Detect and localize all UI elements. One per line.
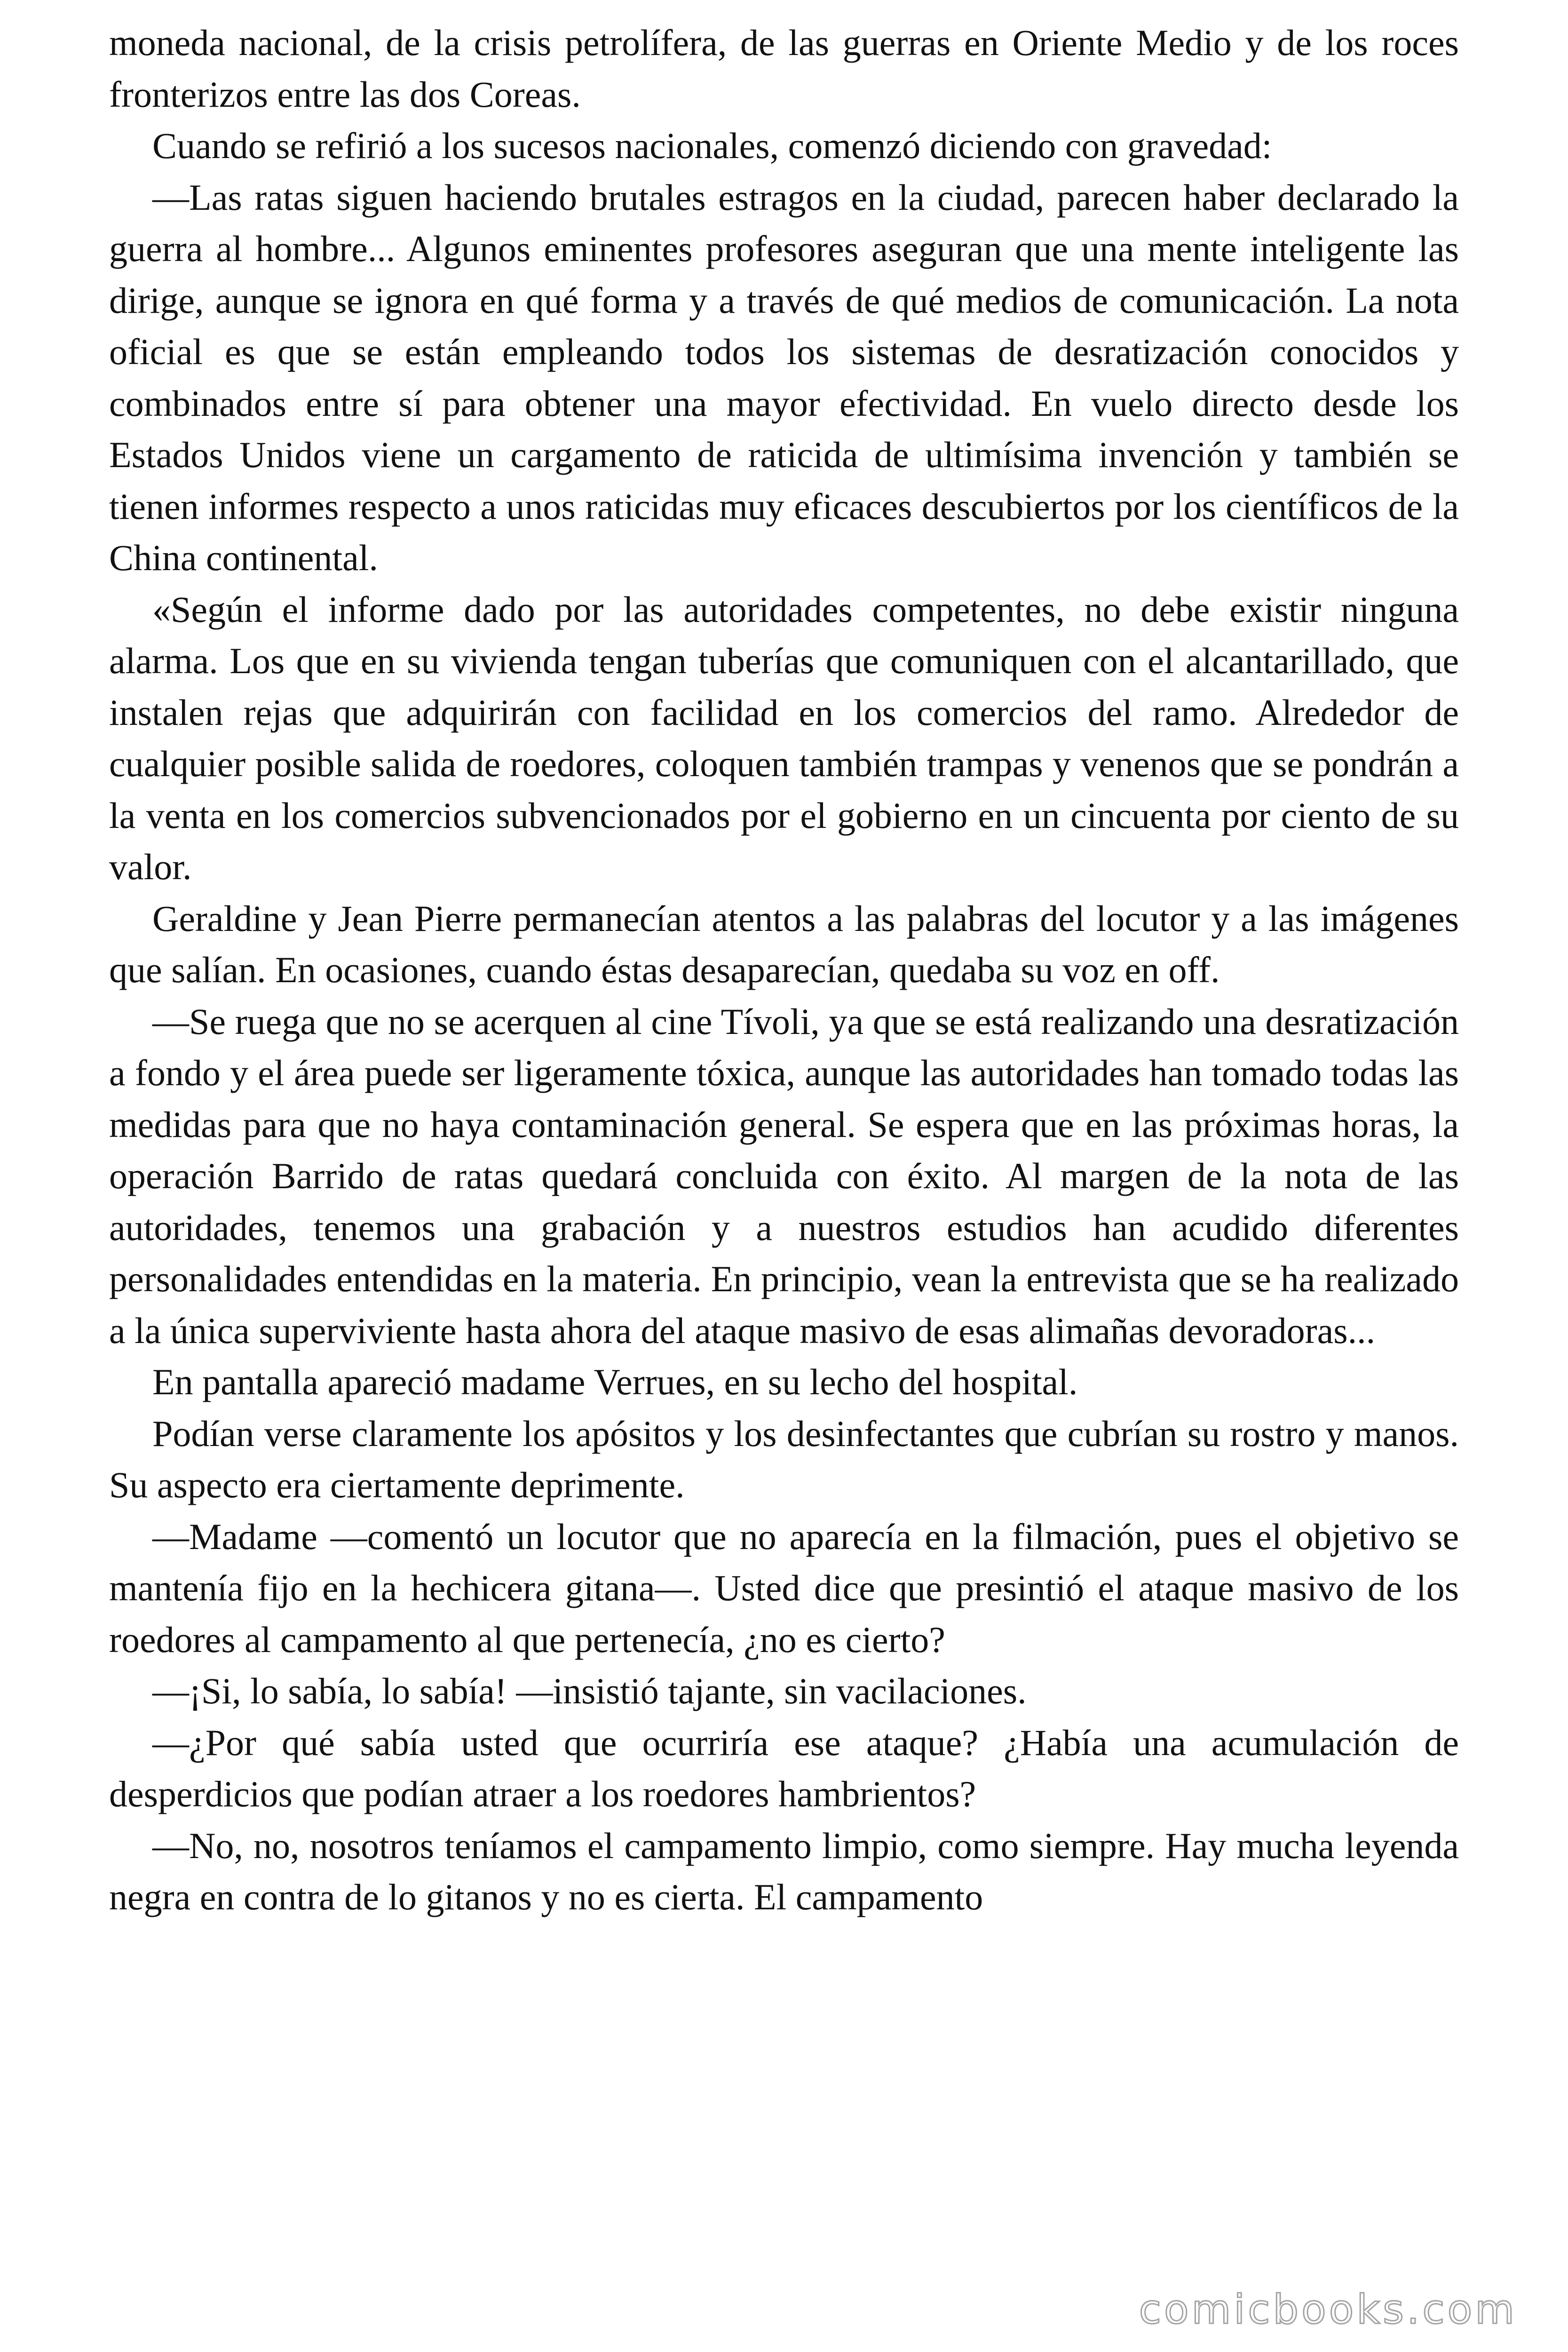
watermark: comicbooks.com — [1139, 2286, 1517, 2333]
paragraph-2: Cuando se refirió a los sucesos nacionales, comenzó diciendo con gravedad: — [152, 125, 1272, 166]
paragraph-4: «Según el informe dado por las autoridades competentes, no debe existir ninguna alarma. Los que en su vivienda tengan tuberías que comuniquen con el alcantarillado, que instalen rejas que adquirirán con facilidad en los comercios del ramo. Alrededor de cualquier posible salida de roedores, coloquen también trampas y venenos que se pondrán a la venta en los comercios subvencionados por el gobierno en un cincuenta por ciento de su valor. — [109, 588, 1459, 887]
book-page-text — [109, 17, 1459, 1923]
paragraph-10: —¡Si, lo sabía, lo sabía! —insistió tajante, sin vacilaciones. — [152, 1670, 1027, 1711]
paragraph-5: Geraldine y Jean Pierre permanecían atentos a las palabras del locutor y a las imágenes que salían. En ocasiones, cuando éstas desaparecían, quedaba su voz en off. — [109, 898, 1459, 990]
paragraph-7: En pantalla apareció madame Verrues, en su lecho del hospital. — [152, 1361, 1078, 1402]
paragraph-3: —Las ratas siguen haciendo brutales estragos en la ciudad, parecen haber declarado la guerra al hombre... Algunos eminentes profesores aseguran que una mente inteligente las dirige, aunque se ignora en qué forma y a través de qué medios de comunicación. La nota oficial es que se están empleando todos los sistemas de desratización conocidos y combinados entre sí para obtener una mayor efectividad. En vuelo directo desde los Estados Unidos viene un cargamento de raticida de ultimísima invención y también se tienen informes respecto a unos raticidas muy eficaces descubiertos por los científicos de la China continental. — [109, 176, 1459, 578]
paragraph-11: —¿Por qué sabía usted que ocurriría ese ataque? ¿Había una acumulación de desperdicios que podían atraer a los roedores hambrientos? — [109, 1722, 1459, 1814]
paragraph-1: moneda nacional, de la crisis petrolífera, de las guerras en Oriente Medio y de los roces fronterizos entre las dos Coreas. — [109, 22, 1459, 115]
paragraph-8: Podían verse claramente los apósitos y los desinfectantes que cubrían su rostro y manos. Su aspecto era ciertamente deprimente. — [109, 1413, 1459, 1505]
paragraph-12: —No, no, nosotros teníamos el campamento limpio, como siempre. Hay mucha leyenda negra en contra de lo gitanos y no es cierta. El campamento — [109, 1825, 1459, 1917]
paragraph-9: —Madame —comentó un locutor que no aparecía en la filmación, pues el objetivo se mantenía fijo en la hechicera gitana—. Usted dice que presintió el ataque masivo de los roedores al campamento al que pertenecía, ¿no es cierto? — [109, 1516, 1459, 1660]
paragraph-6: —Se ruega que no se acerquen al cine Tívoli, ya que se está realizando una desratización a fondo y el área puede ser ligeramente tóxica, aunque las autoridades han tomado todas las medidas para que no haya contaminación general. Se espera que en las próximas horas, la operación Barrido de ratas quedará concluida con éxito. Al margen de la nota de las autoridades, tenemos una grabación y a nuestros estudios han acudido diferentes personalidades entendidas en la materia. En principio, vean la entrevista que se ha realizado a la única superviviente hasta ahora del ataque masivo de esas alimañas devoradoras... — [109, 1001, 1459, 1351]
